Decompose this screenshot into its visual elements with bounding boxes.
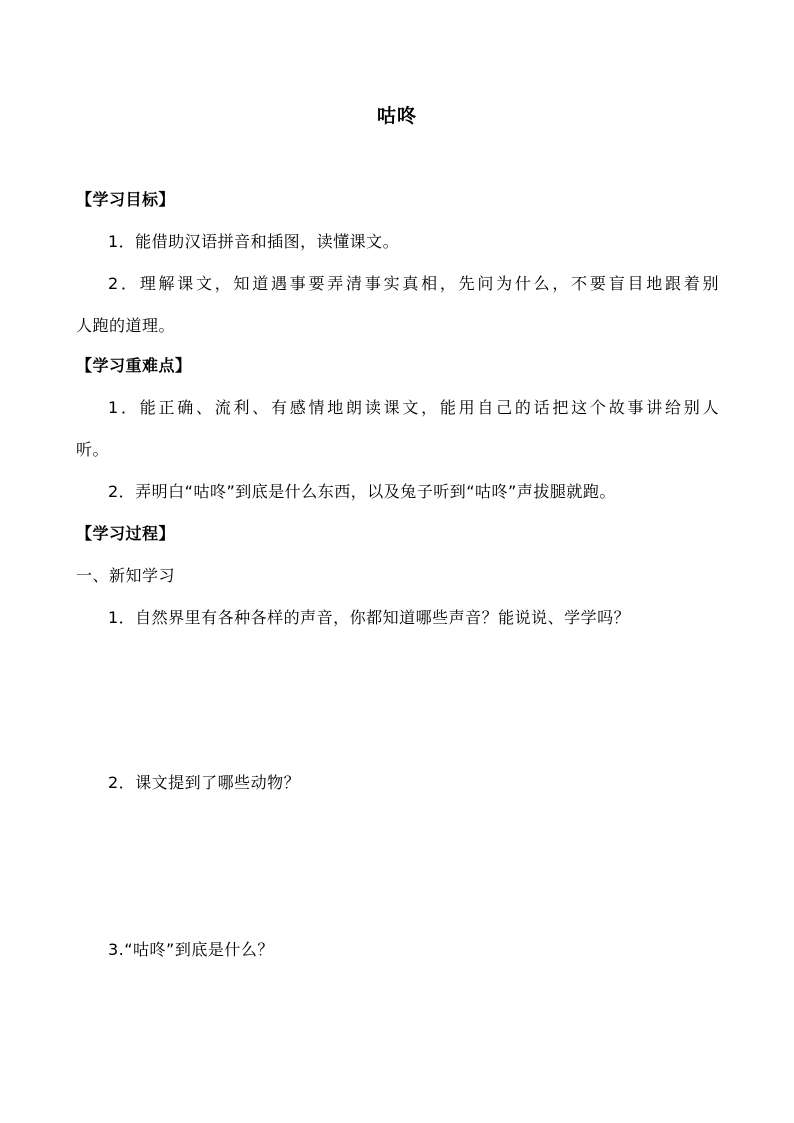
goals-item-1: 1．能借助汉语拼音和插图，读懂课文。 [108, 232, 400, 251]
key-points-item-1-continued: 听。 [76, 440, 110, 459]
process-question-3: 3.“咕咚”到底是什么？ [108, 940, 274, 959]
process-question-1: 1．自然界里有各种各样的声音，你都知道哪些声音？能说说、学学吗？ [108, 608, 631, 627]
key-points-heading: 【学习重难点】 [76, 356, 192, 375]
goals-item-2-continued: 人跑的道理。 [76, 316, 176, 335]
process-heading: 【学习过程】 [76, 524, 176, 543]
process-question-2: 2．课文提到了哪些动物？ [108, 773, 301, 792]
page-title: 咕咚 [376, 105, 417, 127]
key-points-item-1: 1．能正确、流利、有感情地朗读课文，能用自己的话把这个故事讲给别人 [108, 398, 719, 417]
key-points-item-2: 2．弄明白“咕咚”到底是什么东西，以及兔子听到“咕咚”声拔腿就跑。 [108, 482, 616, 501]
goals-heading: 【学习目标】 [76, 190, 176, 209]
process-subheading: 一、新知学习 [76, 566, 176, 585]
goals-item-2: 2．理解课文，知道遇事要弄清事实真相，先问为什么，不要盲目地跟着别 [108, 274, 719, 293]
